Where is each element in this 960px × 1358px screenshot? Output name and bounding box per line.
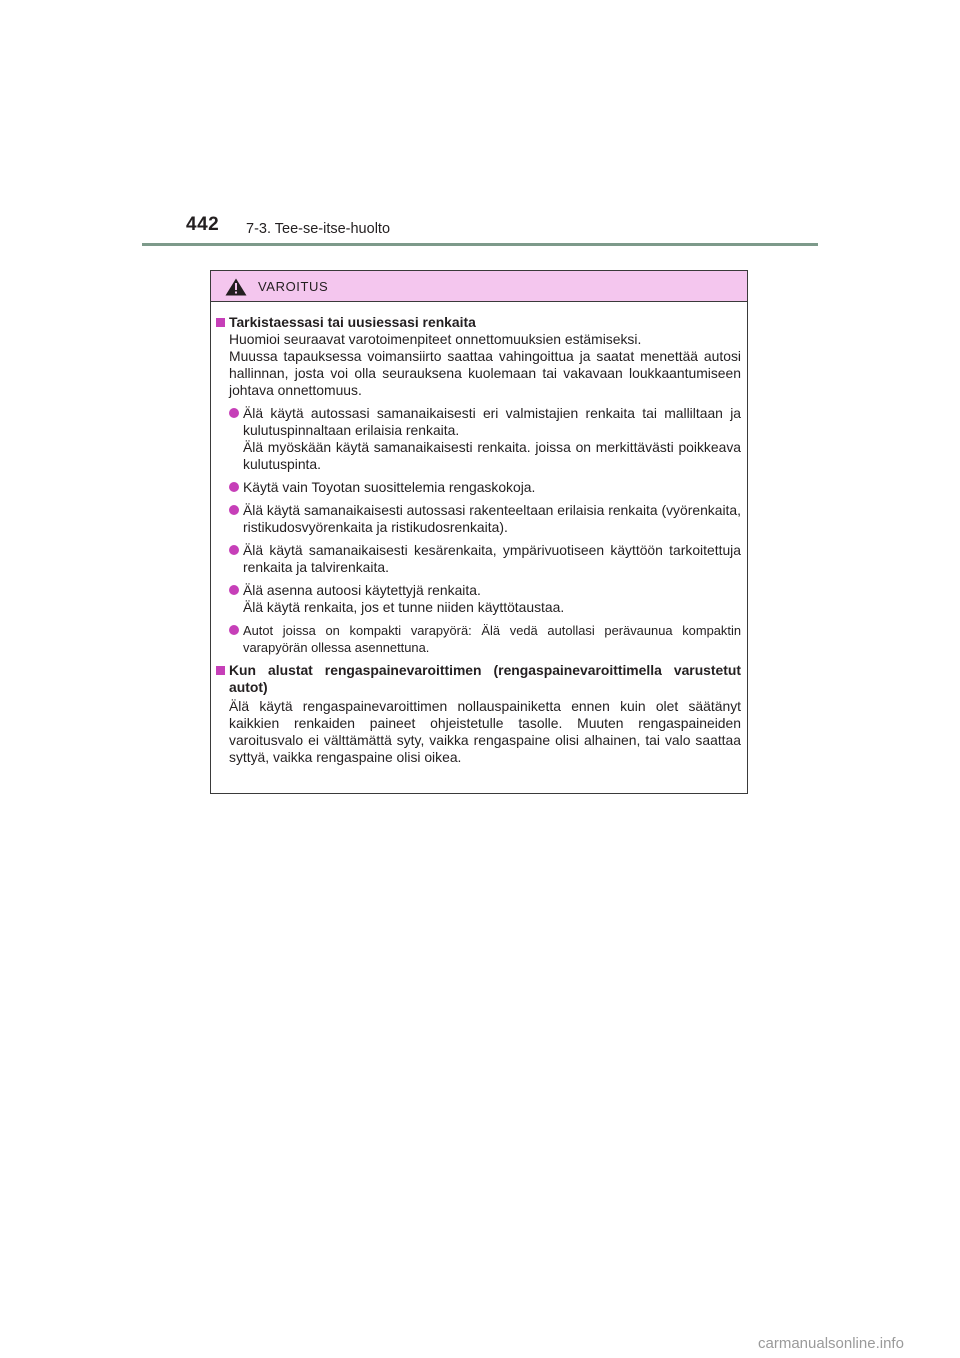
circle-bullet-icon (229, 545, 239, 555)
list-item (216, 502, 741, 536)
warning-triangle-icon (225, 278, 247, 296)
section-title-1: Tarkistaessasi tai uusiessasi renkaita (229, 314, 476, 330)
circle-bullet-icon (229, 585, 239, 595)
warning-title: VAROITUS (258, 279, 329, 294)
section-heading (216, 314, 741, 331)
bullet-text: Autot joissa on kompakti varapyörä: Älä vedä autollasi perävaunua kompaktin varapyörän ollessa asennettuna. (243, 623, 741, 655)
bullet-text: Käytä vain Toyotan suosittelemia rengaskokoja. (243, 479, 536, 495)
square-bullet-icon (216, 666, 225, 675)
square-bullet-icon (216, 318, 225, 327)
bullet-text: Älä käytä samanaikaisesti autossasi rakenteeltaan erilaisia renkaita (vyörenkaita, ristikudosvyörenkaita ja ristikudosrenkaita). (243, 502, 742, 535)
section-title-2: Kun alustat rengaspainevaroittimen (rengaspainevaroittimella varustetut autot) (229, 662, 741, 695)
section-heading (216, 662, 741, 696)
bullet-text: Älä käytä renkaita, jos et tunne niiden käyttötaustaa. (243, 599, 565, 615)
warning-box (210, 270, 748, 794)
warning-header (211, 271, 747, 302)
section-title: 7-3. Tee-se-itse-huolto (246, 221, 391, 237)
bullet-list (216, 405, 741, 656)
bullet-text: Älä käytä samanaikaisesti kesärenkaita, ympärivuotiseen käyttöön tarkoitettuja renkaita ja talvirenkaita. (243, 542, 741, 575)
header-divider (142, 243, 818, 246)
warning-body (211, 302, 747, 766)
paragraph: Huomioi seuraavat varotoimenpiteet onnettomuuksien estämiseksi. (229, 331, 642, 347)
page-number: 442 (186, 214, 220, 235)
circle-bullet-icon (229, 625, 239, 635)
bullet-text: Älä myöskään käytä samanaikaisesti renkaita. joissa on merkittävästi poikkeava kulutuspinta. (243, 439, 741, 472)
list-item (216, 479, 741, 496)
circle-bullet-icon (229, 408, 239, 418)
list-item (216, 582, 741, 616)
paragraph: Muussa tapauksessa voimansiirto saattaa vahingoittua ja saatat menettää autosi hallinnan, josta voi olla seurauksena kuolemaan tai vakavaan loukkaantumiseen johtava onnettomuus. (229, 348, 741, 398)
circle-bullet-icon (229, 482, 239, 492)
paragraph: Älä käytä rengaspainevaroittimen nollauspainiketta ennen kuin olet säätänyt kaikkien renkaiden paineet ohjeistetulle tasolle. Muuten rengaspaineiden varoitusvalo ei välttämättä syty, vaikka rengaspaine olisi alhainen, tai valo saattaa syttyä, vaikka rengaspaine olisi oikea. (229, 698, 741, 765)
circle-bullet-icon (229, 505, 239, 515)
bullet-text: Älä asenna autoosi käytettyjä renkaita. (243, 582, 481, 598)
list-item (216, 542, 741, 576)
watermark: carmanualsonline.info (758, 1335, 904, 1352)
bullet-text: Älä käytä autossasi samanaikaisesti eri valmistajien renkaita tai malliltaan ja kulutuspinnaltaan erilaisia renkaita. (243, 405, 741, 438)
list-item (216, 405, 741, 473)
list-item (216, 622, 741, 656)
